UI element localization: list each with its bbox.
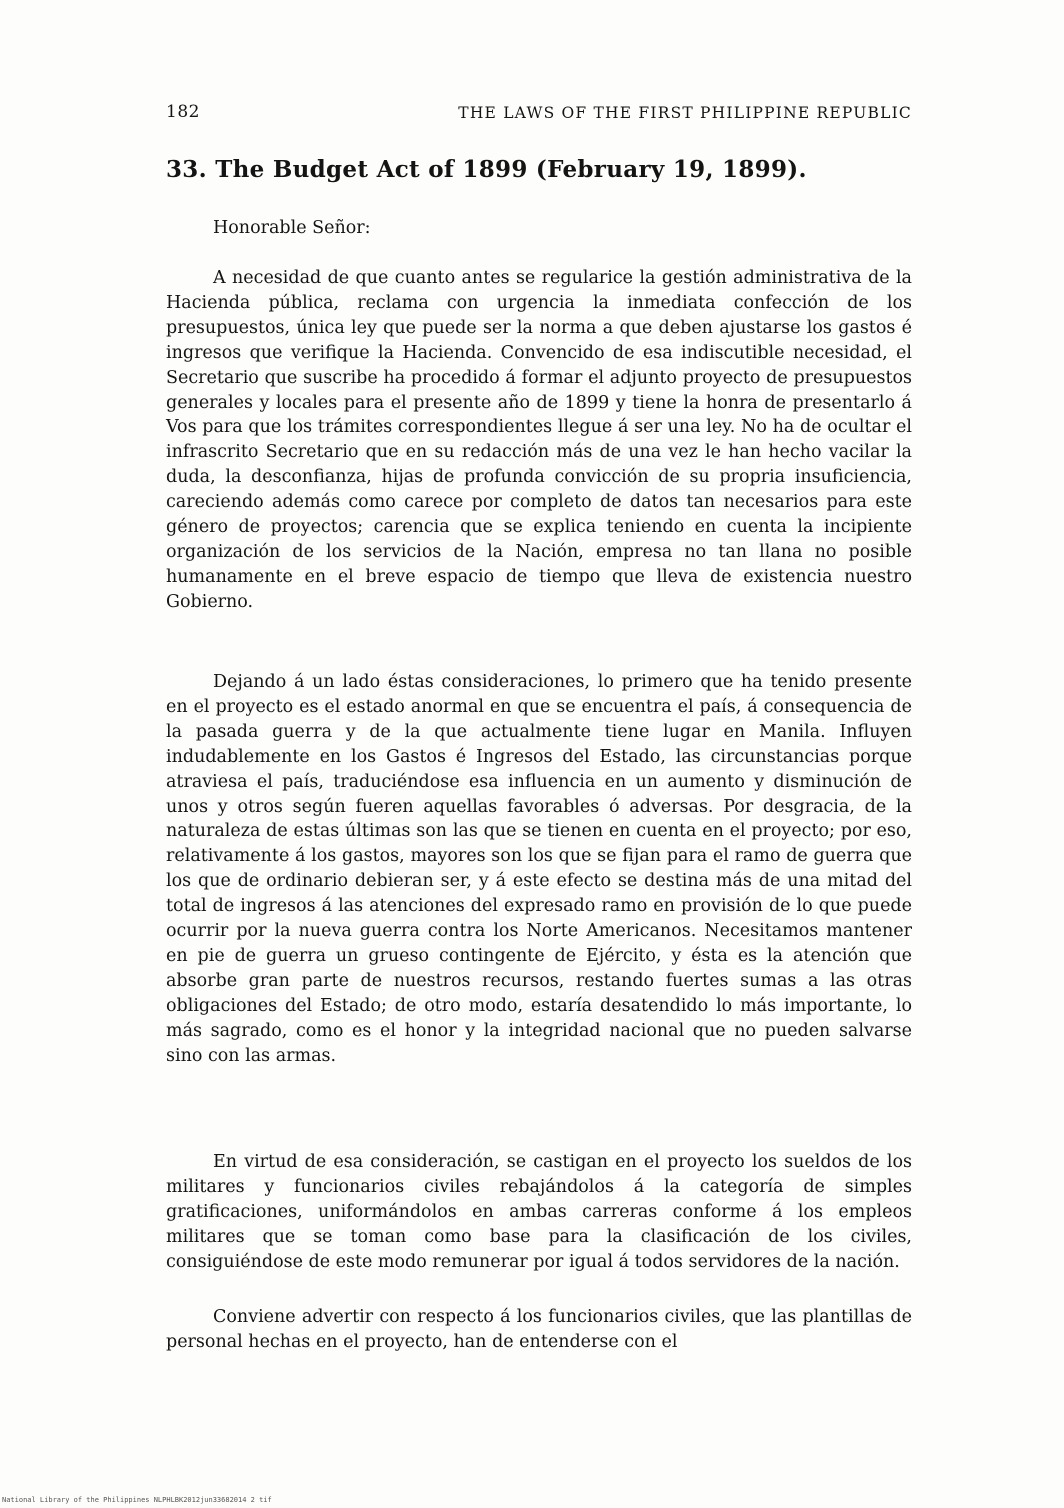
page-header <box>166 98 912 128</box>
salutation: Honorable Señor: <box>213 218 371 238</box>
running-head: THE LAWS OF THE FIRST PHILIPPINE REPUBLIC <box>458 104 912 122</box>
body-paragraph-4: Conviene advertir con respecto á los funcionarios civiles, que las plantillas de personal hechas en el proyecto, han de entenderse con el <box>166 1307 912 1352</box>
section-title: 33. The Budget Act of 1899 (February 19, 1899). <box>166 156 807 183</box>
body-paragraph-3: En virtud de esa consideración, se castigan en el proyecto los sueldos de los militares y funcionarios civiles rebajándolos á la categoría de simples gratificaciones, uniformándolos en ambas carreras conforme á los empleos militares que se toman como base para la clasificación de los civiles, consiguiéndose de este modo remunerar por igual á todos servidores de la nación. <box>166 1152 912 1272</box>
body-paragraph-2: Dejando á un lado éstas consideraciones, lo primero que ha tenido presente en el proyecto es el estado anormal en que se encuentra el país, á consequencia de la pasada guerra y de la que actualmente tiene lugar en Manila. Influyen indudablemente en los Gastos é Ingresos del Estado, las circunstancias porque atraviesa el país, traduciéndose esa influencia en un aumento y disminución de unos y otros según fueren aquellas favorables ó adversas. Por desgracia, de la naturaleza de estas últimas son las que se tienen en cuenta en el proyecto; por eso, relativamente á los gastos, mayores son los que se fijan para el ramo de guerra que los que de ordinario debieran ser, y á este efecto se destina más de una mitad del total de ingresos á las atenciones del expresado ramo en provisión de lo que puede ocurrir por la nueva guerra contra los Norte Americanos. Necesitamos mantener en pie de guerra un grueso contingente de Ejército, y ésta es la atención que absorbe gran parte de nuestros recursos, restando fuertes sumas a las otras obligaciones del Estado; de otro modo, estaría desatendido lo más importante, lo más sagrado, como es el honor y la integridad nacional que no pueden salvarse sino con las armas. <box>166 672 912 1066</box>
page-number: 182 <box>166 102 200 122</box>
body-paragraph-1: A necesidad de que cuanto antes se regularice la gestión administrativa de la Hacienda pública, reclama con urgencia la inmediata confección de los presupuestos, única ley que puede ser la norma a que deben ajustarse los gastos é ingresos que verifique la Hacienda. Convencido de esa indiscutible necesidad, el Secretario que suscribe ha procedido á formar el adjunto proyecto de presupuestos generales y locales para el presente año de 1899 y tiene la honra de presentarlo á Vos para que los trámites correspondientes llegue á ser una ley. No ha de ocultar el infrascrito Secretario que en su redacción más de una vez le han hecho vacilar la duda, la desconfianza, hijas de profunda convicción de su propria insuficiencia, careciendo además como carece por completo de datos tan necesarios para este género de proyectos; carencia que se explica teniendo en cuenta la incipiente organización de los servicios de la Nación, empresa no tan llana no posible humanamente en el breve espacio de tiempo que lleva de existencia nuestro Gobierno. <box>166 268 912 612</box>
scan-footer-stamp: National Library of the Philippines NLPHLBK2012jun33682014 2 tif <box>2 1496 272 1504</box>
